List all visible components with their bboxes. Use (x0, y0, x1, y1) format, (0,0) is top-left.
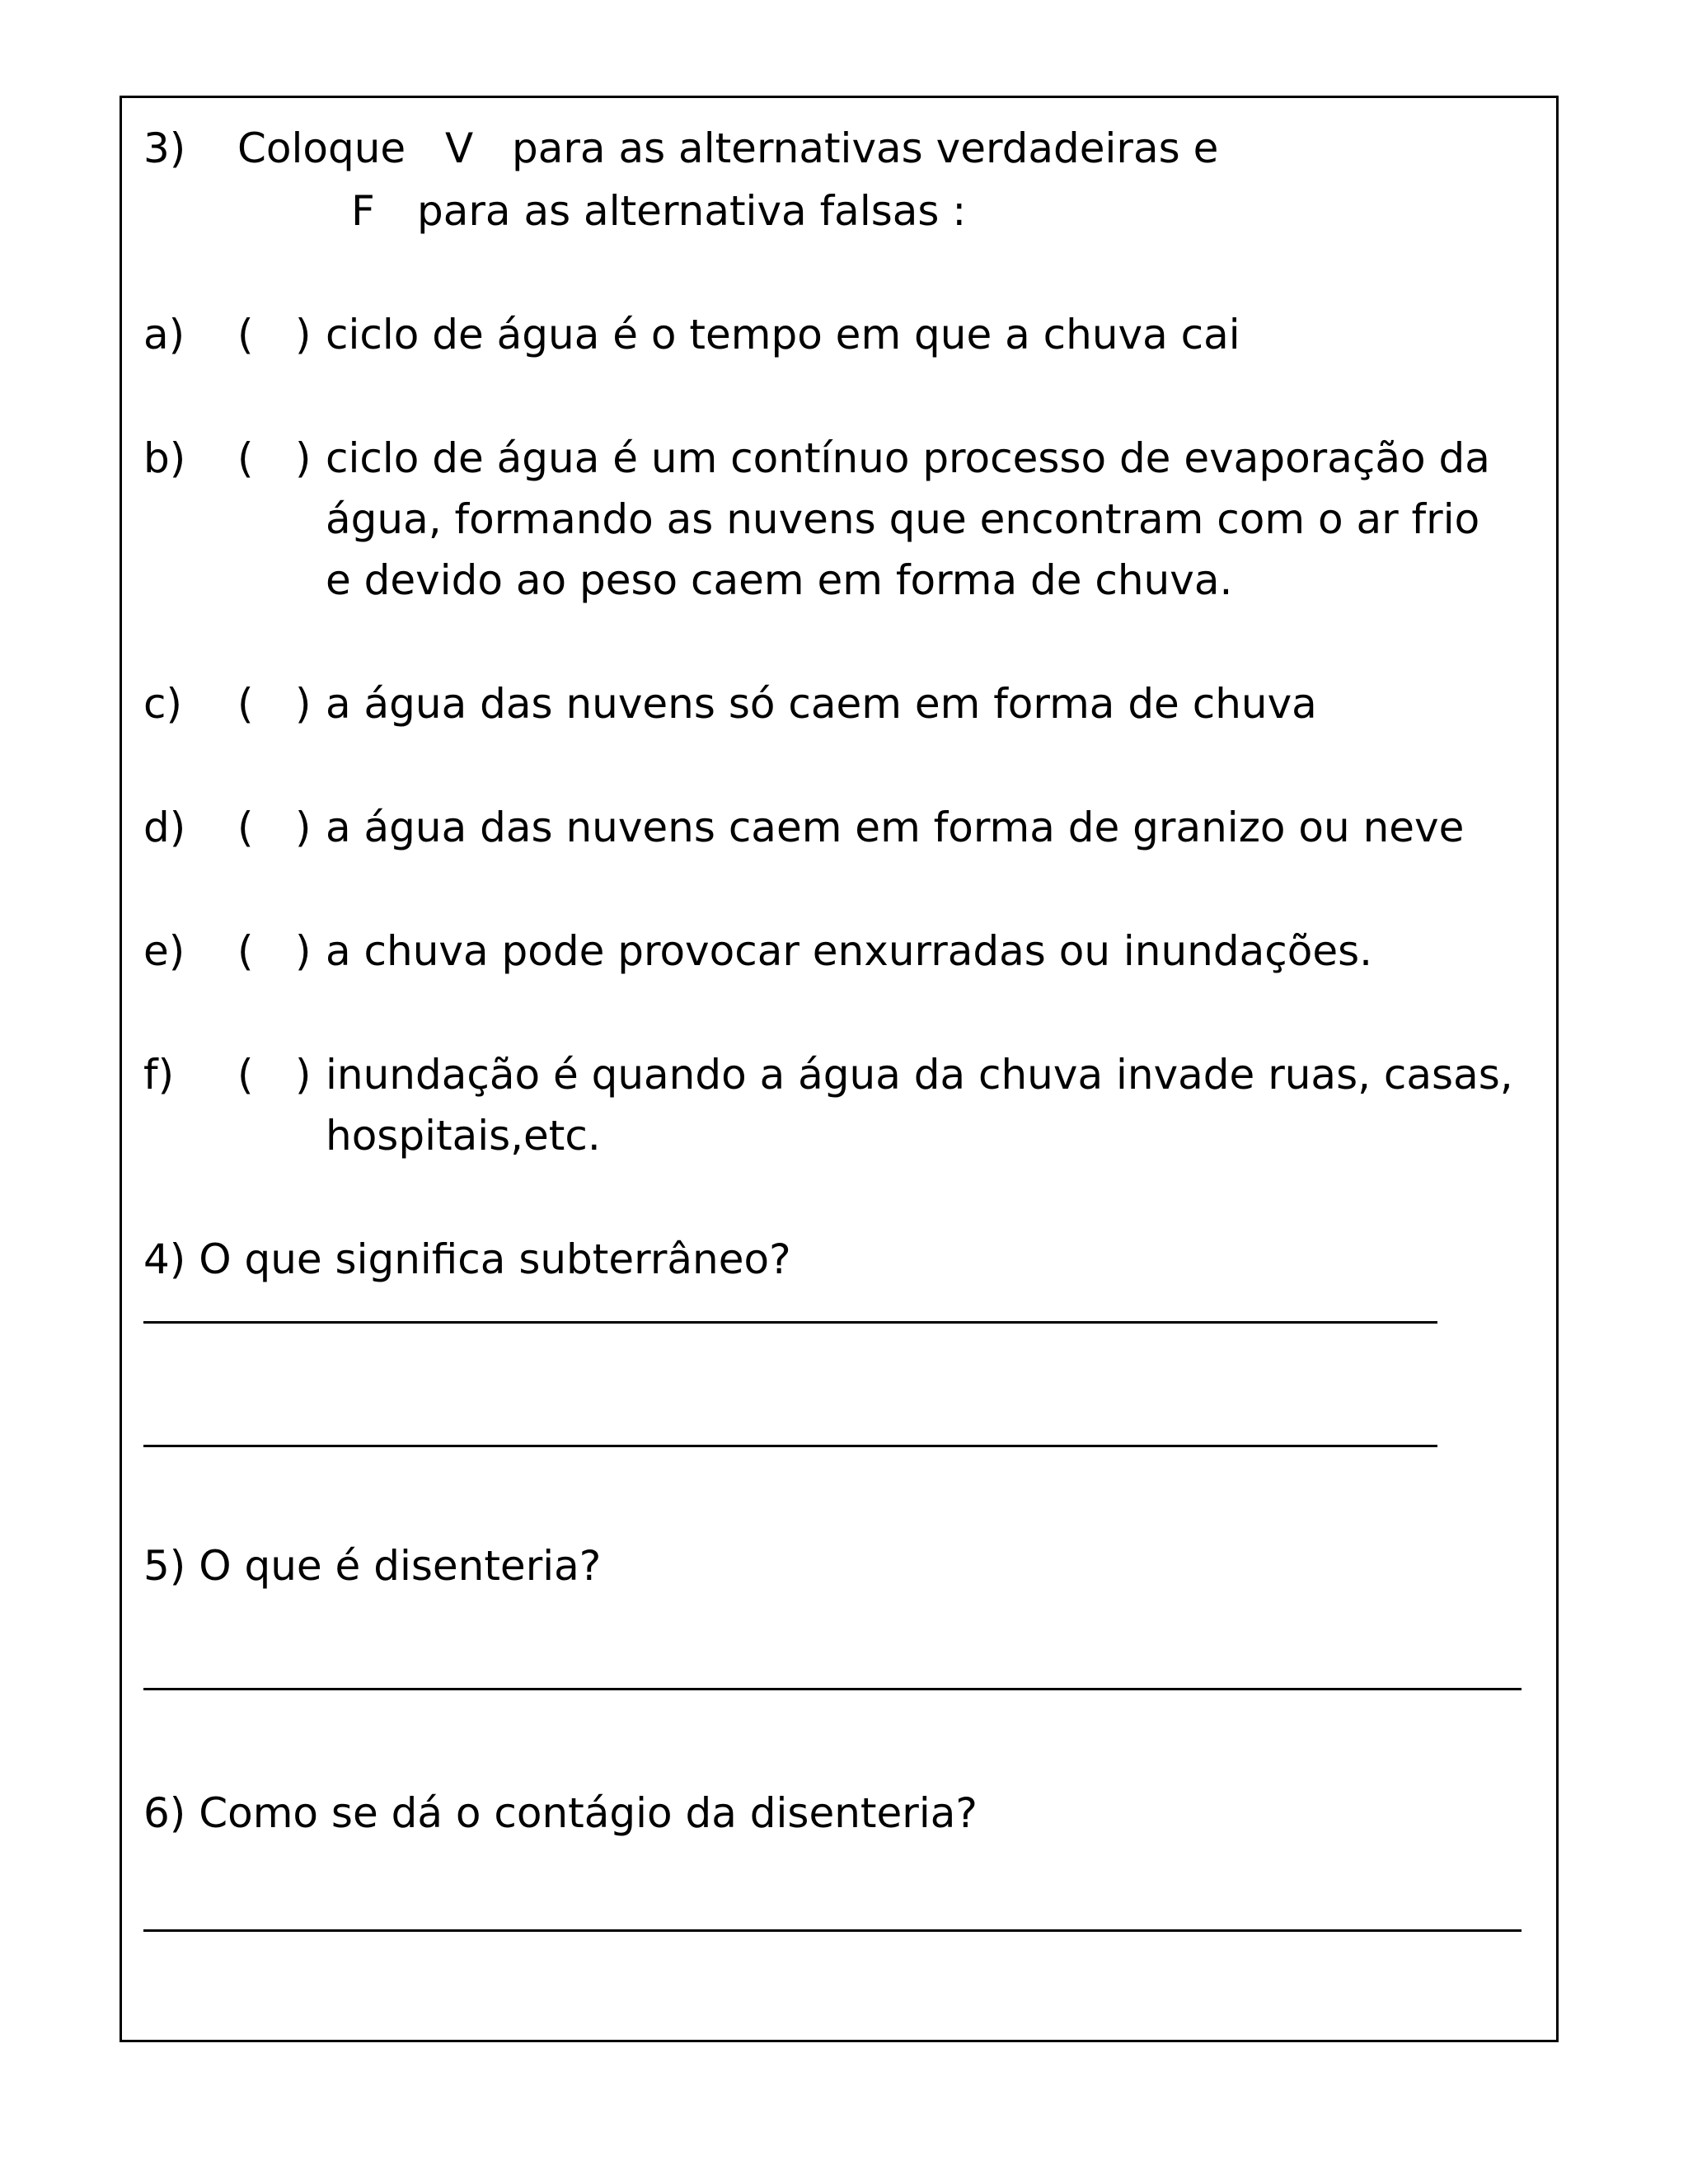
paren-open: ( (237, 1051, 254, 1099)
paren-close: ) (295, 434, 312, 482)
paren-open: ( (237, 311, 254, 359)
paren-close: ) (295, 1051, 312, 1099)
q4-answer-line-2[interactable] (143, 1445, 1437, 1447)
item-text: ciclo de água é um contínuo processo de evaporação da (326, 434, 1490, 482)
q3-text-v: para as alternativas verdadeiras e (512, 124, 1219, 172)
item-text: a água das nuvens só caem em forma de chuva (326, 680, 1317, 728)
item-text: hospitais,etc. (326, 1112, 601, 1160)
item-text: a água das nuvens caem em forma de granizo ou neve (326, 804, 1465, 851)
paren-close: ) (295, 804, 312, 851)
item-letter: b) (143, 434, 186, 482)
q3-coloque: Coloque (237, 124, 406, 172)
q3-number: 3) (143, 124, 186, 172)
item-letter: e) (143, 927, 185, 975)
paren-open: ( (237, 434, 254, 482)
q5-answer-line[interactable] (143, 1688, 1522, 1690)
paren-close: ) (295, 680, 312, 728)
q6-question: 6) Como se dá o contágio da disenteria? (143, 1789, 978, 1837)
q3-letter-v: V (445, 124, 474, 172)
paren-open: ( (237, 804, 254, 851)
q6-answer-line[interactable] (143, 1929, 1522, 1932)
paren-open: ( (237, 927, 254, 975)
q3-text-f: para as alternativa falsas : (417, 187, 967, 235)
item-text: água, formando as nuvens que encontram com o ar frio (326, 495, 1480, 543)
q4-question: 4) O que significa subterrâneo? (143, 1235, 791, 1283)
item-text: inundação é quando a água da chuva invade ruas, casas, (326, 1051, 1513, 1099)
paren-close: ) (295, 927, 312, 975)
q3-letter-f: F (351, 187, 375, 235)
item-letter: a) (143, 311, 185, 359)
item-letter: d) (143, 804, 186, 851)
paren-close: ) (295, 311, 312, 359)
q5-question: 5) O que é disenteria? (143, 1542, 602, 1590)
item-text: ciclo de água é o tempo em que a chuva cai (326, 311, 1240, 359)
item-letter: f) (143, 1051, 175, 1099)
q4-answer-line-1[interactable] (143, 1321, 1437, 1324)
item-text: a chuva pode provocar enxurradas ou inundações. (326, 927, 1373, 975)
item-letter: c) (143, 680, 182, 728)
worksheet-frame (120, 96, 1559, 2042)
paren-open: ( (237, 680, 254, 728)
item-text: e devido ao peso caem em forma de chuva. (326, 556, 1233, 604)
